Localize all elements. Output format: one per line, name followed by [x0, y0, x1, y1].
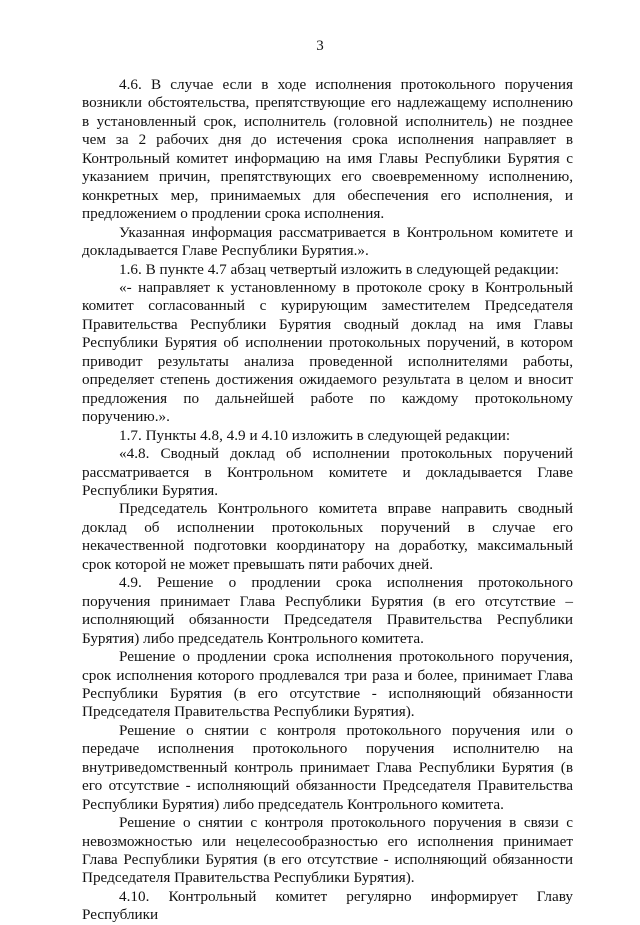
- document-body: [82, 76, 573, 925]
- paragraph-4-7-quote: «- направляет к установленному в протоколе сроку в Контрольный комитет согласованный с курирующим заместителем Председателя Правительства Республики Бурятия сводный доклад на имя Главы Республики Бурятия об исполнении протокольных поручений, в котором приводит результаты анализа проведенной исполнителями работы, определяет степень достижения ожидаемого результата в целом и вносит предложения по дальнейшей работе по каждому протокольному поручению.».: [82, 278, 573, 426]
- page-number: 3: [316, 38, 324, 54]
- paragraph-4-9-extension: Решение о продлении срока исполнения протокольного поручения, срок исполнения которого продлевался три раза и более, принимает Глава Республики Бурятия (в его отсутствие - исполняющий обязанности Председателя Правительства Республики Бурятия).: [82, 648, 573, 721]
- paragraph-4-8: «4.8. Сводный доклад об исполнении протокольных поручений рассматривается в Контрольном комитете и докладывается Главе Республики Бурятия.: [82, 445, 573, 499]
- paragraph-4-8-chairman: Председатель Контрольного комитета вправе направить сводный доклад об исполнении протокольных поручений в случае его некачественной подготовки координатору на доработку, максимальный срок которой не может превышать пяти рабочих дней.: [82, 500, 573, 573]
- paragraph-4-9-removal: Решение о снятии с контроля протокольного поручения или о передаче исполнения протокольного поручения исполнителю на внутриведомственный контроль принимает Глава Республики Бурятия (в его отсутствие - исполняющий обязанности Председателя Правительства Республики Бурятия) либо председатель Контрольного комитета.: [82, 721, 573, 813]
- paragraph-4-10: 4.10. Контрольный комитет регулярно информирует Главу Республики: [82, 887, 573, 924]
- paragraph-1-7: 1.7. Пункты 4.8, 4.9 и 4.10 изложить в следующей редакции:: [119, 426, 511, 444]
- paragraph-4-9: 4.9. Решение о продлении срока исполнения протокольного поручения принимает Глава Республики Бурятия (в его отсутствие – исполняющий обязанности Председателя Правительства Республики Бурятия) либо председатель Контрольного комитета.: [82, 574, 573, 647]
- paragraph-1-6: 1.6. В пункте 4.7 абзац четвертый изложить в следующей редакции:: [119, 260, 559, 278]
- paragraph-4-6-info: Указанная информация рассматривается в Контрольном комитете и докладывается Главе Республики Бурятия.».: [82, 223, 573, 260]
- paragraph-4-9-impossibility: Решение о снятии с контроля протокольного поручения в связи с невозможностью или нецелесообразностью его исполнения принимает Глава Республики Бурятия (в его отсутствие - исполняющий обязанности Председателя Правительства Республики Бурятия).: [82, 814, 573, 887]
- paragraph-4-6: 4.6. В случае если в ходе исполнения протокольного поручения возникли обстоятельства, препятствующие его надлежащему исполнению в установленный срок, исполнитель (головной исполнитель) не позднее чем за 2 рабочих дня до истечения срока исполнения направляет в Контрольный комитет информацию на имя Главы Республики Бурятия с указанием причин, препятствующих его своевременному исполнению, конкретных мер, принимаемых для обеспечения его исполнения, и предложением о продлении срока исполнения.: [82, 76, 573, 223]
